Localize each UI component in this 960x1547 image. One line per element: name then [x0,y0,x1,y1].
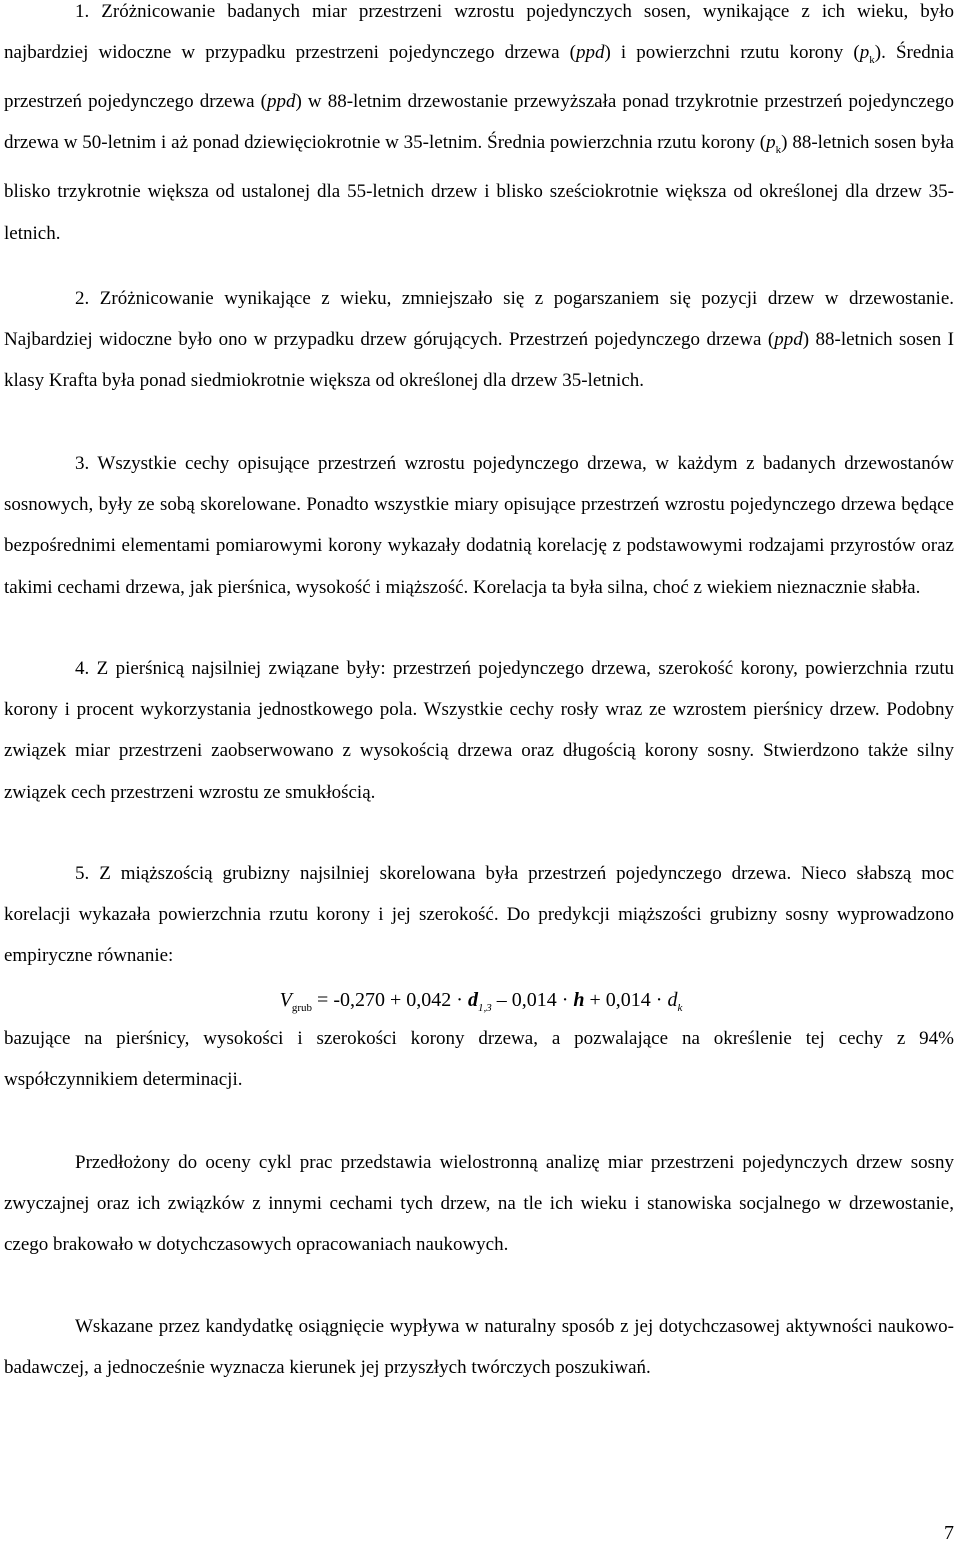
eq-variable-h: h [573,989,585,1011]
text-segment: Przedłożony do oceny cykl prac przedstawia wielostronną analizę miar przestrzeni pojedynczych drzew sosny zwyczajnej oraz ich związków z innymi cechami tych drzew, na tle ich wieku i stanowiska socjalnego w drzewostanie, czego brakowało w dotychczasowych opracowaniach naukowych. [4,1152,954,1256]
finding-2 [4,278,954,402]
text-segment: ) w 88-letnim drzewostanie przewyższała ponad trzykrotnie przestrzeń pojedynczego drzewa w 50-letnim i aż ponad dziewięciokrotnie w 35-letnim. Średnia powierzchnia rzutu korony ( [4,91,954,154]
eq-subscript: k [677,1002,683,1014]
text-segment: ). Średnia przestrzeń pojedynczego drzewa ( [4,42,954,113]
page-number: 7 [944,1522,954,1544]
text-segment: Z miąższością grubizny najsilniej skorelowana była przestrzeń pojedynczego drzewa. Nieco słabszą moc korelacji wykazała powierzchnia rzutu korony i jej szerokość. Do predykcji miąższości grubizny sosny wyprowadzono empiryczne równanie: [4,863,955,967]
finding-number: 3. [75,453,90,474]
eq-variable-v: V [279,989,292,1011]
symbol-p: p [766,132,776,154]
eq-subscript: 1,3 [477,1002,492,1014]
symbol-ppd: ppd [575,42,605,64]
symbol-ppd: ppd [774,329,803,351]
eq-subscript: grub [291,1002,313,1014]
summary-paragraph [4,1142,954,1266]
summary-paragraph [4,1306,954,1388]
finding-number: 4. [75,658,90,679]
finding-5 [4,853,954,977]
text-segment: Zróżnicowanie wynikające z wieku, zmniejszało się z pogarszaniem się pozycji drzew w drzewostanie. Najbardziej widoczne było ono w przypadku drzew górujących. Przestrzeń pojedynczego drzewa ( [4,288,955,351]
text-segment: Z pierśnicą najsilniej związane były: przestrzeń pojedynczego drzewa, szerokość korony, powierzchnia rzutu korony i procent wykorzystania jednostkowego pola. Wszystkie cechy rosły wraz ze wzrostem pierśnicy drzew. Podobny związek miar przestrzeni zaobserwowano z wysokością drzewa oraz długością korony sosny. Stwierdzono także silny związek cech przestrzeni wzrostu ze smukłością. [4,658,955,803]
text-segment: ) 88-letnich sosen była blisko trzykrotnie większa od ustalonej dla 55-letnich drzew i blisko sześciokrotnie większa od określonej dla drzew 35-letnich. [4,132,954,244]
finding-number: 1. [75,1,90,22]
finding-1 [4,0,954,254]
symbol-subscript: k [775,144,782,157]
finding-number: 5. [75,863,90,884]
symbol-ppd: ppd [267,91,296,113]
text-segment: bazujące na pierśnicy, wysokości i szerokości korony drzewa, a pozwalające na określenie tej cechy z 94% współczynnikiem determinacji. [4,1028,954,1091]
finding-number: 2. [75,288,90,309]
text-segment: ) 88-letnich sosen I klasy Krafta była ponad siedmiokrotnie większa od określonej dla drzew 35-letnich. [4,329,955,392]
eq-text: + 0,014 · [584,989,668,1011]
eq-text: – 0,014 · [491,989,574,1011]
equation-description [4,1018,954,1100]
text-segment: Wszystkie cechy opisujące przestrzeń wzrostu pojedynczego drzewa, w każdym z badanych drzewostanów sosnowych, były ze sobą skorelowane. Ponadto wszystkie miary opisujące przestrzeń wzrostu pojedynczego drzewa będące bezpośrednimi elementami pomiarowymi korony wykazały dodatnią korelację z podstawowymi rodzajami przyrostów oraz takimi cechami drzewa, jak pierśnica, wysokość i miąższość. Korelacja ta była silna, choć z wiekiem nieznacznie słabła. [4,453,954,598]
eq-variable-d: d [467,989,478,1011]
finding-4 [4,648,954,813]
eq-variable-dk: d [667,989,678,1011]
symbol-p: p [859,42,870,64]
finding-3 [4,443,954,608]
symbol-subscript: k [869,54,875,66]
text-segment: Wskazane przez kandydatkę osiągnięcie wypływa w naturalny sposób z jej dotychczasowej aktywności naukowo-badawczej, a jednocześnie wyznacza kierunek jej przyszłych twórczych poszukiwań. [4,1316,954,1379]
text-segment: ) i powierzchni rzutu korony ( [604,42,860,64]
eq-text: = -0,270 + 0,042 · [312,989,468,1011]
text-segment: Zróżnicowanie badanych miar przestrzeni wzrostu pojedynczych sosen, wynikające z ich wieku, było najbardziej widoczne w przypadku przestrzeni pojedynczego drzewa ( [4,1,955,64]
